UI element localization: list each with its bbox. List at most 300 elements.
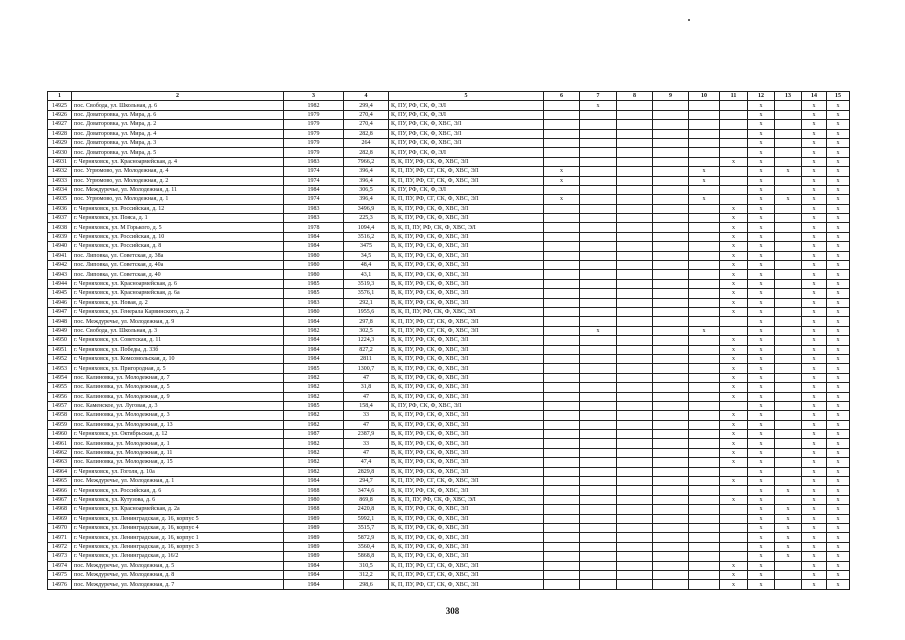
row-id-cell: 14968 [48, 505, 72, 514]
mark-cell: x [802, 533, 827, 542]
mark-cell [544, 326, 580, 335]
mark-cell [775, 364, 802, 373]
year-cell: 1980 [284, 261, 344, 270]
address-cell: г. Черняховск, ул. Генерала Карвинского, д. 2 [72, 307, 284, 316]
mark-cell [689, 317, 720, 326]
systems-cell: К, ПУ, РФ, СК, Ф, ЭЛ [389, 110, 544, 119]
systems-cell: В, К, ПУ, РФ, СК, Ф, ХВС, ЭЛ [389, 289, 544, 298]
area-cell: 294,7 [344, 477, 389, 486]
mark-cell: x [827, 514, 850, 523]
mark-cell [544, 317, 580, 326]
mark-cell [653, 561, 689, 570]
mark-cell [689, 411, 720, 420]
row-id-cell: 14932 [48, 167, 72, 176]
year-cell: 1982 [284, 392, 344, 401]
mark-cell: x [748, 467, 775, 476]
table-row [48, 326, 850, 335]
address-cell: г. Черняховск, ул. Кутузова, д. 6 [72, 495, 284, 504]
address-cell: г. Черняховск, ул. Ленинградская, д. 16, корпус 5 [72, 514, 284, 523]
mark-cell: x [748, 364, 775, 373]
mark-cell [720, 552, 748, 561]
mark-cell: x [827, 110, 850, 119]
mark-cell [775, 411, 802, 420]
mark-cell: x [827, 129, 850, 138]
mark-cell: x [748, 533, 775, 542]
mark-cell [653, 138, 689, 147]
area-cell: 264 [344, 138, 389, 147]
mark-cell: x [802, 552, 827, 561]
column-header: 7 [580, 92, 617, 101]
mark-cell: x [827, 279, 850, 288]
table-row [48, 458, 850, 467]
mark-cell [653, 148, 689, 157]
table-row [48, 242, 850, 251]
mark-cell: x [544, 167, 580, 176]
address-cell: г. Черняховск, ул. Ленинградская, д. 16/2 [72, 552, 284, 561]
table-row [48, 505, 850, 514]
mark-cell [653, 270, 689, 279]
mark-cell [775, 138, 802, 147]
mark-cell [617, 214, 653, 223]
mark-cell: x [827, 542, 850, 551]
mark-cell: x [827, 298, 850, 307]
address-cell: г. Черняховск, ул. Красноармейская, д. 6а [72, 289, 284, 298]
address-cell: пос. Калиновка, ул. Молодежная, д. 5 [72, 383, 284, 392]
mark-cell [544, 261, 580, 270]
address-cell: пос. Междуречье, ул. Молодежная, д. 7 [72, 580, 284, 589]
mark-cell [653, 242, 689, 251]
table-row [48, 167, 850, 176]
mark-cell [580, 195, 617, 204]
mark-cell [653, 101, 689, 110]
year-cell: 1978 [284, 223, 344, 232]
mark-cell: x [802, 261, 827, 270]
mark-cell: x [748, 101, 775, 110]
systems-cell: В, К, ПУ, РФ, СК, Ф, ХВС, ЭЛ [389, 261, 544, 270]
mark-cell: x [802, 242, 827, 251]
mark-cell [544, 420, 580, 429]
mark-cell [580, 120, 617, 129]
year-cell: 1984 [284, 345, 344, 354]
mark-cell: x [748, 185, 775, 194]
year-cell: 1979 [284, 120, 344, 129]
area-cell: 292,1 [344, 298, 389, 307]
area-cell: 47,4 [344, 458, 389, 467]
year-cell: 1984 [284, 185, 344, 194]
mark-cell [720, 505, 748, 514]
mark-cell [653, 580, 689, 589]
systems-cell: К, П, ПУ, РФ, СГ, СК, Ф, ХВС, ЭЛ [389, 167, 544, 176]
mark-cell [775, 326, 802, 335]
mark-cell [617, 570, 653, 579]
address-cell: пос. Свобода, ул. Школьная, д. 6 [72, 101, 284, 110]
mark-cell [617, 326, 653, 335]
table-body [48, 101, 850, 589]
year-cell: 1989 [284, 552, 344, 561]
year-cell: 1984 [284, 570, 344, 579]
systems-cell: В, К, ПУ, РФ, СК, Ф, ХВС, ЭЛ [389, 542, 544, 551]
systems-cell: К, П, ПУ, РФ, СГ, СК, Ф, ХВС, ЭЛ [389, 195, 544, 204]
year-cell: 1983 [284, 204, 344, 213]
mark-cell [617, 533, 653, 542]
mark-cell [544, 523, 580, 532]
mark-cell: x [827, 101, 850, 110]
area-cell: 3576,1 [344, 289, 389, 298]
table-row [48, 120, 850, 129]
address-cell: г. Черняховск, ул. Красноармейская, д. 4 [72, 157, 284, 166]
year-cell: 1984 [284, 477, 344, 486]
mark-cell [653, 383, 689, 392]
column-header: 4 [344, 92, 389, 101]
mark-cell: x [720, 232, 748, 241]
mark-cell [617, 110, 653, 119]
mark-cell [689, 298, 720, 307]
mark-cell: x [802, 383, 827, 392]
mark-cell: x [802, 448, 827, 457]
mark-cell: x [827, 580, 850, 589]
mark-cell: x [748, 477, 775, 486]
area-cell: 225,3 [344, 214, 389, 223]
systems-cell: В, К, ПУ, РФ, СК, Ф, ХВС, ЭЛ [389, 458, 544, 467]
mark-cell: x [580, 101, 617, 110]
mark-cell: x [827, 251, 850, 260]
mark-cell: x [720, 345, 748, 354]
systems-cell: В, К, ПУ, РФ, СК, Ф, ХВС, ЭЛ [389, 157, 544, 166]
mark-cell: x [827, 157, 850, 166]
area-cell: 47 [344, 448, 389, 457]
mark-cell: x [689, 326, 720, 335]
year-cell: 1985 [284, 401, 344, 410]
mark-cell [775, 289, 802, 298]
mark-cell [689, 307, 720, 316]
mark-cell [653, 279, 689, 288]
mark-cell [617, 261, 653, 270]
mark-cell [689, 129, 720, 138]
mark-cell [580, 364, 617, 373]
area-cell: 31,8 [344, 383, 389, 392]
mark-cell: x [748, 289, 775, 298]
mark-cell [689, 495, 720, 504]
table-row [48, 411, 850, 420]
area-cell: 1955,6 [344, 307, 389, 316]
mark-cell: x [720, 430, 748, 439]
table-row [48, 289, 850, 298]
area-cell: 1300,7 [344, 364, 389, 373]
mark-cell [653, 176, 689, 185]
mark-cell [544, 411, 580, 420]
mark-cell: x [720, 495, 748, 504]
year-cell: 1979 [284, 148, 344, 157]
mark-cell [617, 279, 653, 288]
mark-cell: x [827, 317, 850, 326]
mark-cell: x [802, 157, 827, 166]
table-row [48, 279, 850, 288]
mark-cell: x [720, 298, 748, 307]
mark-cell [720, 120, 748, 129]
mark-cell [720, 317, 748, 326]
table-row [48, 138, 850, 147]
mark-cell [544, 552, 580, 561]
area-cell: 34,5 [344, 251, 389, 260]
address-cell: пос. Калиновка, ул. Молодежная, д. 9 [72, 392, 284, 401]
mark-cell [580, 204, 617, 213]
address-cell: г. Черняховск, ул. Пригородная, д. 5 [72, 364, 284, 373]
mark-cell [617, 477, 653, 486]
mark-cell: x [748, 336, 775, 345]
area-cell: 5872,9 [344, 533, 389, 542]
mark-cell [617, 157, 653, 166]
mark-cell [544, 580, 580, 589]
area-cell: 3474,6 [344, 486, 389, 495]
mark-cell [653, 289, 689, 298]
mark-cell [653, 251, 689, 260]
housing-register-table [47, 91, 850, 590]
mark-cell [544, 430, 580, 439]
address-cell: пос. Калиновка, ул. Молодежная, д. 3 [72, 411, 284, 420]
mark-cell: x [827, 232, 850, 241]
mark-cell [689, 120, 720, 129]
mark-cell: x [775, 195, 802, 204]
mark-cell [720, 129, 748, 138]
mark-cell [653, 533, 689, 542]
row-id-cell: 14945 [48, 289, 72, 298]
address-cell: пос. Угрюмово, ул. Молодежная, д. 1 [72, 195, 284, 204]
mark-cell [544, 533, 580, 542]
mark-cell: x [827, 307, 850, 316]
address-cell: пос. Доваторовка, ул. Мира, д. 4 [72, 129, 284, 138]
mark-cell [653, 523, 689, 532]
table-row [48, 185, 850, 194]
mark-cell: x [802, 185, 827, 194]
year-cell: 1974 [284, 167, 344, 176]
mark-cell [544, 289, 580, 298]
mark-cell: x [827, 561, 850, 570]
year-cell: 1983 [284, 298, 344, 307]
mark-cell [544, 514, 580, 523]
mark-cell [544, 495, 580, 504]
mark-cell [689, 561, 720, 570]
row-id-cell: 14973 [48, 552, 72, 561]
address-cell: г. Черняховск, ул. Пояса, д. 1 [72, 214, 284, 223]
mark-cell [617, 523, 653, 532]
mark-cell: x [802, 270, 827, 279]
systems-cell: В, К, ПУ, РФ, СК, Ф, ХВС, ЭЛ [389, 467, 544, 476]
systems-cell: К, П, ПУ, РФ, СГ, СК, Ф, ХВС, ЭЛ [389, 477, 544, 486]
table-row [48, 580, 850, 589]
mark-cell: x [720, 214, 748, 223]
table-row [48, 420, 850, 429]
mark-cell [617, 289, 653, 298]
mark-cell: x [827, 176, 850, 185]
systems-cell: В, К, ПУ, РФ, СК, Ф, ХВС, ЭЛ [389, 364, 544, 373]
mark-cell: x [748, 570, 775, 579]
address-cell: г. Черняховск, ул. Ленинградская, д. 16, корпус 4 [72, 523, 284, 532]
mark-cell: x [827, 552, 850, 561]
systems-cell: В, К, ПУ, РФ, СК, Ф, ХВС, ЭЛ [389, 232, 544, 241]
mark-cell [689, 486, 720, 495]
mark-cell [580, 307, 617, 316]
mark-cell [653, 129, 689, 138]
mark-cell [580, 373, 617, 382]
systems-cell: В, К, ПУ, РФ, СК, Ф, ХВС, ЭЛ [389, 411, 544, 420]
area-cell: 827,2 [344, 345, 389, 354]
mark-cell [544, 148, 580, 157]
address-cell: пос. Доваторовка, ул. Мира, д. 3 [72, 138, 284, 147]
mark-cell: x [802, 223, 827, 232]
mark-cell: x [802, 495, 827, 504]
mark-cell: x [748, 458, 775, 467]
mark-cell: x [748, 561, 775, 570]
systems-cell: В, К, ПУ, РФ, СК, Ф, ХВС, ЭЛ [389, 279, 544, 288]
mark-cell: x [827, 148, 850, 157]
table-row [48, 307, 850, 316]
row-id-cell: 14948 [48, 317, 72, 326]
address-cell: пос. Калиновка, ул. Молодежная, д. 13 [72, 420, 284, 429]
row-id-cell: 14943 [48, 270, 72, 279]
area-cell: 47 [344, 392, 389, 401]
address-cell: пос. Угрюмово, ул. Молодежная, д. 4 [72, 167, 284, 176]
mark-cell [775, 392, 802, 401]
mark-cell: x [827, 523, 850, 532]
mark-cell: x [802, 458, 827, 467]
address-cell: пос. Липовка, ул. Советская, д. 40 [72, 270, 284, 279]
mark-cell [580, 514, 617, 523]
area-cell: 298,6 [344, 580, 389, 589]
mark-cell: x [802, 214, 827, 223]
mark-cell [775, 307, 802, 316]
row-id-cell: 14956 [48, 392, 72, 401]
mark-cell: x [748, 392, 775, 401]
mark-cell [544, 458, 580, 467]
area-cell: 396,4 [344, 167, 389, 176]
systems-cell: В, К, ПУ, РФ, СК, Ф, ХВС, ЭЛ [389, 505, 544, 514]
mark-cell [580, 110, 617, 119]
mark-cell: x [827, 486, 850, 495]
mark-cell: x [802, 289, 827, 298]
mark-cell: x [827, 354, 850, 363]
mark-cell: x [827, 505, 850, 514]
mark-cell [544, 138, 580, 147]
systems-cell: В, К, ПУ, РФ, СК, Ф, ХВС, ЭЛ [389, 345, 544, 354]
mark-cell [617, 542, 653, 551]
mark-cell [720, 185, 748, 194]
mark-cell [580, 251, 617, 260]
mark-cell: x [748, 129, 775, 138]
year-cell: 1974 [284, 176, 344, 185]
systems-cell: В, К, ПУ, РФ, СК, Ф, ХВС, ЭЛ [389, 270, 544, 279]
mark-cell [580, 552, 617, 561]
table-row [48, 561, 850, 570]
mark-cell [775, 561, 802, 570]
mark-cell: x [827, 430, 850, 439]
mark-cell [653, 345, 689, 354]
area-cell: 47 [344, 420, 389, 429]
mark-cell: x [802, 467, 827, 476]
mark-cell [544, 298, 580, 307]
mark-cell: x [544, 176, 580, 185]
area-cell: 270,4 [344, 110, 389, 119]
area-cell: 2811 [344, 354, 389, 363]
mark-cell: x [775, 533, 802, 542]
mark-cell [720, 533, 748, 542]
mark-cell [775, 129, 802, 138]
row-id-cell: 14935 [48, 195, 72, 204]
table-row [48, 383, 850, 392]
table-row [48, 467, 850, 476]
mark-cell [653, 110, 689, 119]
address-cell: г. Черняховск, ул. Красноармейская, д. 2а [72, 505, 284, 514]
mark-cell: x [748, 110, 775, 119]
table-row [48, 232, 850, 241]
mark-cell [720, 110, 748, 119]
systems-cell: К, ПУ, РФ, СК, Ф, ХВС, ЭЛ [389, 120, 544, 129]
year-cell: 1982 [284, 448, 344, 457]
mark-cell: x [748, 214, 775, 223]
mark-cell: x [748, 270, 775, 279]
mark-cell: x [775, 167, 802, 176]
mark-cell [720, 148, 748, 157]
mark-cell [689, 401, 720, 410]
mark-cell [775, 101, 802, 110]
mark-cell: x [720, 477, 748, 486]
table-row [48, 195, 850, 204]
mark-cell [689, 552, 720, 561]
mark-cell [580, 354, 617, 363]
mark-cell: x [802, 148, 827, 157]
table-row [48, 336, 850, 345]
mark-cell [775, 477, 802, 486]
systems-cell: В, К, ПУ, РФ, СК, Ф, ХВС, ЭЛ [389, 298, 544, 307]
mark-cell: x [802, 110, 827, 119]
mark-cell [580, 439, 617, 448]
mark-cell: x [827, 533, 850, 542]
systems-cell: В, К, ПУ, РФ, СК, Ф, ХВС, ЭЛ [389, 336, 544, 345]
mark-cell: x [720, 420, 748, 429]
row-id-cell: 14955 [48, 383, 72, 392]
row-id-cell: 14972 [48, 542, 72, 551]
area-cell: 158,4 [344, 401, 389, 410]
mark-cell [775, 110, 802, 119]
column-header: 9 [653, 92, 689, 101]
row-id-cell: 14963 [48, 458, 72, 467]
column-header: 13 [775, 92, 802, 101]
address-cell: пос. Калиновка, ул. Молодежная, д. 15 [72, 458, 284, 467]
row-id-cell: 14929 [48, 138, 72, 147]
mark-cell: x [802, 204, 827, 213]
address-cell: г. Черняховск, ул. Октябрьская, д. 12 [72, 430, 284, 439]
mark-cell [775, 261, 802, 270]
row-id-cell: 14952 [48, 354, 72, 363]
mark-cell [775, 430, 802, 439]
mark-cell: x [827, 138, 850, 147]
mark-cell: x [802, 570, 827, 579]
mark-cell [775, 439, 802, 448]
mark-cell [689, 261, 720, 270]
mark-cell: x [802, 401, 827, 410]
mark-cell [617, 195, 653, 204]
area-cell: 47 [344, 373, 389, 382]
mark-cell: x [748, 411, 775, 420]
mark-cell [617, 505, 653, 514]
systems-cell: К, ПУ, РФ, СК, Ф, ХВС, ЭЛ [389, 401, 544, 410]
mark-cell [653, 486, 689, 495]
mark-cell [544, 279, 580, 288]
mark-cell: x [827, 448, 850, 457]
mark-cell: x [802, 542, 827, 551]
mark-cell [544, 401, 580, 410]
mark-cell: x [775, 514, 802, 523]
area-cell: 310,5 [344, 561, 389, 570]
